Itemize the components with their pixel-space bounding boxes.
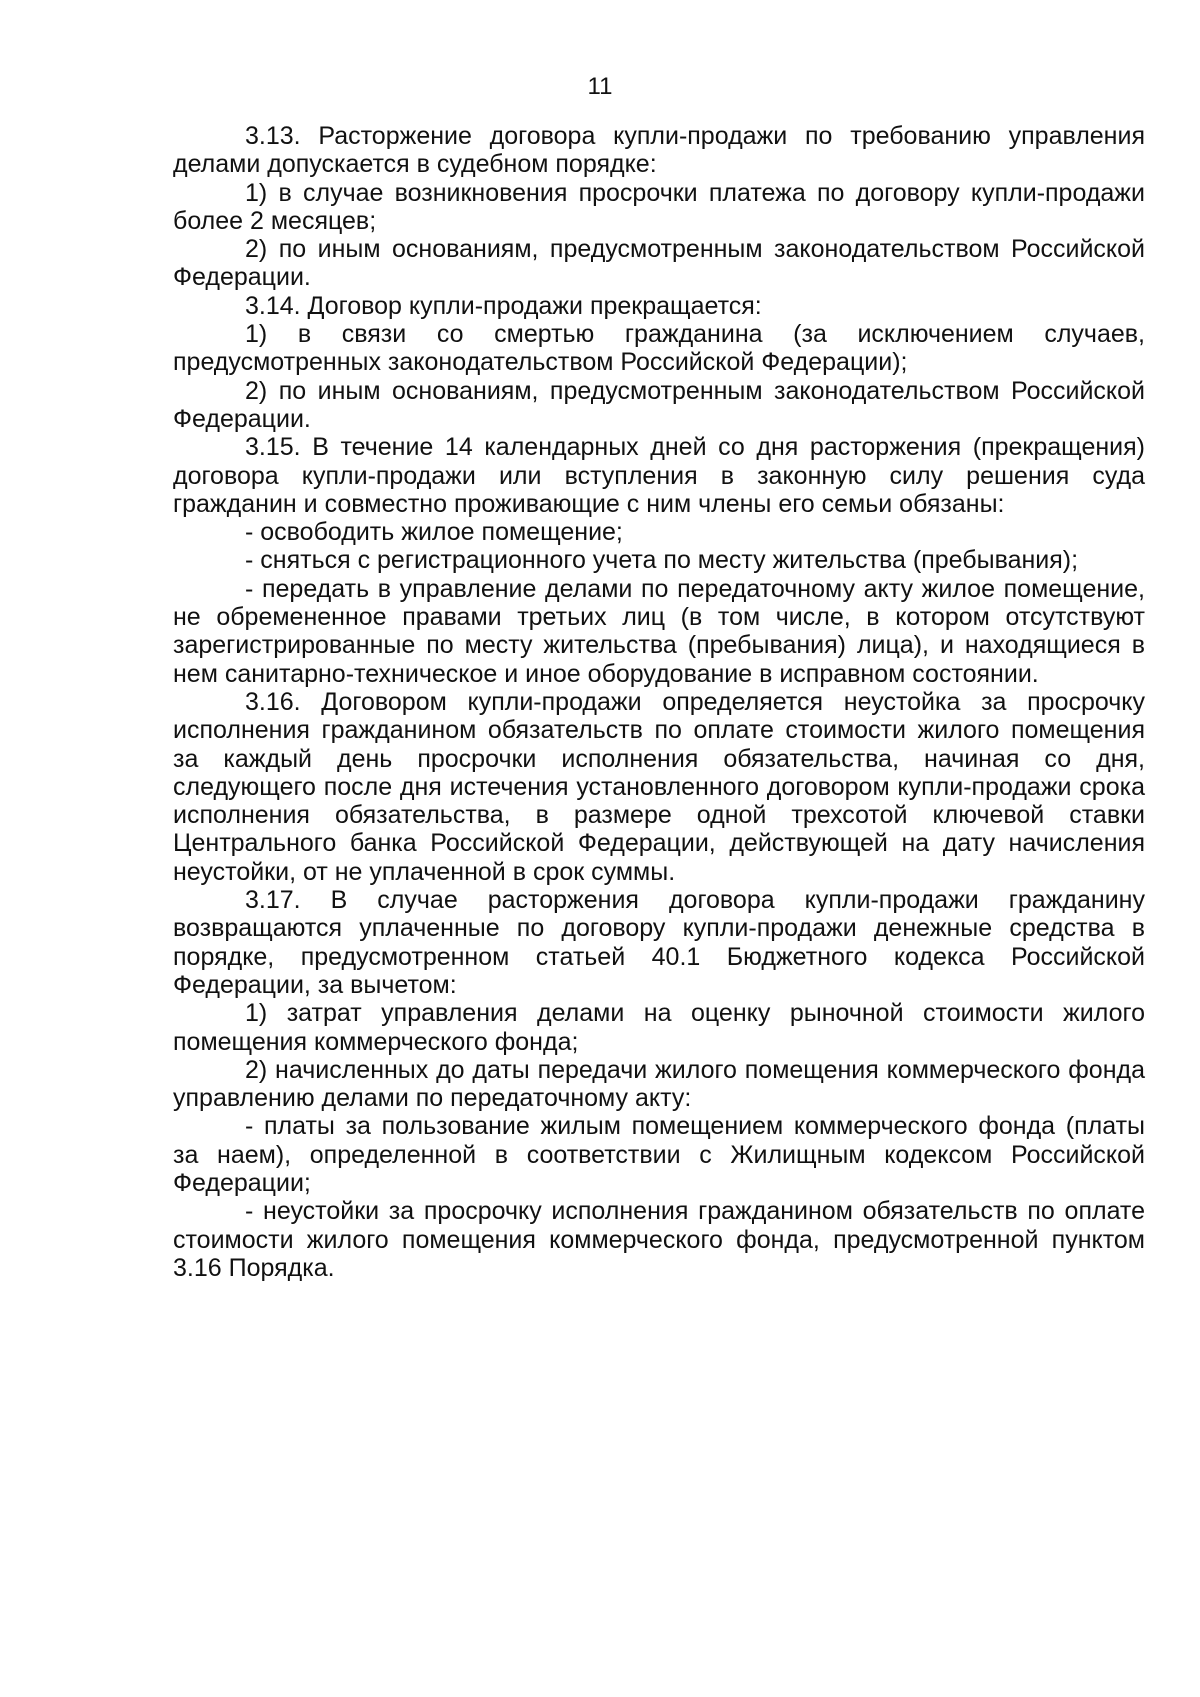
paragraph-3-17-dash-1: - платы за пользование жилым помещением коммерческого фонда (платы за наем), определенной в соответствии с Жилищным кодексом Российской Федерации; [173,1112,1145,1197]
paragraph-3-15-dash-2: - сняться с регистрационного учета по месту жительства (пребывания); [245,546,1079,575]
paragraph-3-15-dash-3: - передать в управление делами по передаточному акту жилое помещение, не обремененное правами третьих лиц (в том числе, в котором отсутствуют зарегистрированные по месту жительства (пребывания) лица), и находящиеся в нем санитарно-техническое и иное оборудование в исправном состоянии. [173,574,1145,688]
paragraph-3-15-dash-1: - освободить жилое помещение; [245,518,623,547]
document-body [173,122,1145,1282]
paragraph-3-17-item-2: 2) начисленных до даты передачи жилого помещения коммерческого фонда управлению делами по передаточному акту: [173,1055,1145,1113]
paragraph-3-15: 3.15. В течение 14 календарных дней со дня расторжения (прекращения) договора купли-продажи или вступления в законную силу решения суда гражданин и совместно проживающие с ним члены его семьи обязаны: [173,433,1145,518]
paragraph-3-17: 3.17. В случае расторжения договора купли-продажи гражданину возвращаются уплаченные по договору купли-продажи денежные средства в порядке, предусмотренном статьей 40.1 Бюджетного кодекса Российской Федерации, за вычетом: [173,886,1145,999]
paragraph-3-14: 3.14. Договор купли-продажи прекращается: [245,291,762,320]
page-number: 11 [587,73,613,100]
paragraph-3-17-item-1: 1) затрат управления делами на оценку рыночной стоимости жилого помещения коммерческого фонда; [173,999,1145,1056]
paragraph-3-13-item-2: 2) по иным основаниям, предусмотренным законодательством Российской Федерации. [173,235,1145,292]
paragraph-3-14-item-2: 2) по иным основаниям, предусмотренным законодательством Российской Федерации. [173,376,1145,433]
paragraph-3-16: 3.16. Договором купли-продажи определяется неустойка за просрочку исполнения гражданином обязательств по оплате стоимости жилого помещения за каждый день просрочки исполнения обязательства, начиная со дня, следующего после дня истечения установленного договором купли-продажи срока исполнения обязательства, в размере одной трехсотой ключевой ставки Центрального банка Российской Федерации, действующей на дату начисления неустойки, от не уплаченной в срок суммы. [173,687,1145,886]
paragraph-3-14-item-1: 1) в связи со смертью гражданина (за исключением случаев, предусмотренных законодательством Российской Федерации); [173,320,1145,377]
paragraph-3-13: 3.13. Расторжение договора купли-продажи по требованию управления делами допускается в судебном порядке: [173,122,1145,179]
paragraph-3-13-item-1: 1) в случае возникновения просрочки платежа по договору купли-продажи более 2 месяцев; [173,178,1145,235]
paragraph-3-17-dash-2: - неустойки за просрочку исполнения гражданином обязательств по оплате стоимости жилого помещения коммерческого фонда, предусмотренной пунктом 3.16 Порядка. [173,1197,1145,1282]
